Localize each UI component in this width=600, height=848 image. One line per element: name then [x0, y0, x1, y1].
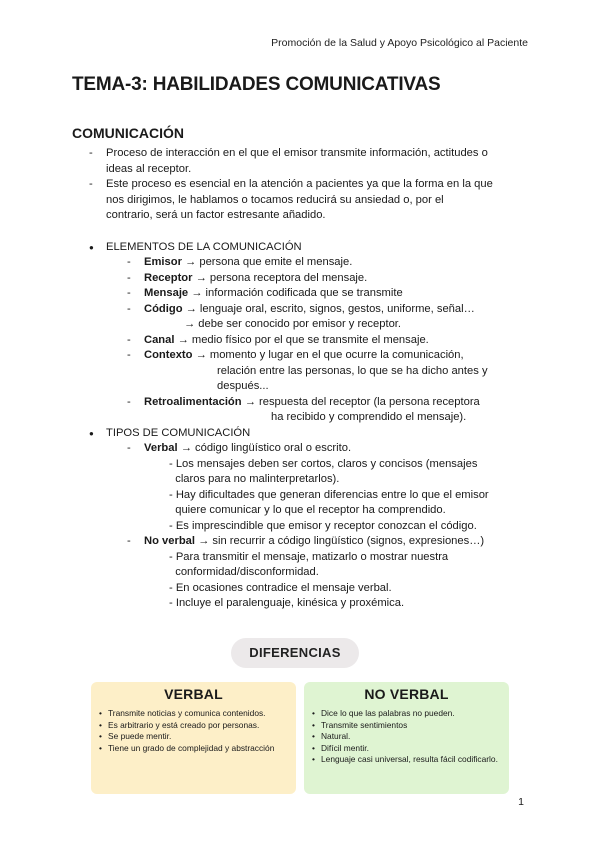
types-heading: ● TIPOS DE COMUNICACIÓN [89, 426, 251, 439]
element-retroalimentacion: - Retroalimentación → respuesta del receptor (la persona receptora [127, 395, 480, 408]
document-body [72, 146, 532, 612]
verbal-point: - Los mensajes deben ser cortos, claros y concisos (mensajes claros para no malinterpretarlos). [169, 457, 478, 485]
list-item: • Tiene un grado de complejidad y abstracción [99, 742, 275, 753]
list-item: • Se puede mentir. [99, 731, 172, 742]
element-receptor: - Receptor → persona receptora del mensaje. [127, 271, 368, 284]
element-codigo: - Código → lenguaje oral, escrito, signos, gestos, uniforme, señal… [127, 302, 475, 315]
element-contexto-cont: relación entre las personas, lo que se ha dicho antes y después... [217, 364, 488, 392]
noverbal-box [304, 682, 509, 794]
element-retro-cont: ha recibido y comprendido el mensaje). [271, 411, 467, 423]
noverbal-list [304, 708, 509, 766]
list-item: • Dice lo que las palabras no pueden. [312, 708, 455, 718]
verbal-point: - Es imprescindible que emisor y receptor conozcan el código. [169, 519, 477, 532]
intro-item: - Proceso de interacción en el que el emisor transmite información, actitudes o ideas al receptor. [89, 147, 488, 175]
verbal-point: - Hay dificultades que generan diferencias entre lo que el emisor quiere comunicar y lo que el receptor ha comprendido. [169, 488, 489, 516]
list-item: • Difícil mentir. [312, 742, 369, 753]
type-noverbal: - No verbal → sin recurrir a código lingüístico (signos, expresiones…) [127, 535, 485, 547]
section-heading: COMUNICACIÓN [72, 125, 184, 141]
verbal-list [91, 708, 296, 754]
element-contexto: - Contexto → momento y lugar en el que ocurre la comunicación, [127, 349, 464, 361]
noverbal-point: - En ocasiones contradice el mensaje verbal. [169, 581, 392, 594]
page-number: 1 [518, 796, 524, 808]
noverbal-box-title: NO VERBAL [364, 686, 449, 702]
element-emisor: - Emisor → persona que emite el mensaje. [127, 256, 353, 268]
list-item: • Es arbitrario y está creado por personas. [99, 719, 260, 730]
page-title: TEMA-3: HABILIDADES COMUNICATIVAS [72, 74, 441, 95]
list-item: • Transmite noticias y comunica contenidos. [99, 708, 266, 718]
elements-heading: ● ELEMENTOS DE LA COMUNICACIÓN [89, 240, 302, 253]
intro-item: - Este proceso es esencial en la atención a pacientes ya que la forma en la que nos dirigimos, le hablamos o tocamos reducirá su ansiedad o, por el contrario, será un factor estresante añadido. [89, 178, 493, 221]
list-item: • Natural. [312, 731, 351, 742]
list-item: • Transmite sentimientos [312, 719, 408, 730]
noverbal-point: - Incluye el paralenguaje, kinésica y proxémica. [169, 597, 405, 609]
element-canal: - Canal → medio físico por el que se transmite el mensaje. [127, 333, 429, 346]
element-mensaje: - Mensaje → información codificada que se transmite [127, 287, 403, 299]
type-verbal: - Verbal → código lingüístico oral o escrito. [127, 442, 352, 454]
verbal-box [91, 682, 296, 794]
verbal-box-title: VERBAL [164, 686, 223, 702]
noverbal-point: - Para transmitir el mensaje, matizarlo o mostrar nuestra conformidad/disconformidad. [169, 550, 449, 578]
element-codigo-cont: → debe ser conocido por emisor y receptor. [184, 318, 402, 330]
running-header: Promoción de la Salud y Apoyo Psicológico al Paciente [271, 37, 528, 49]
list-item: • Lenguaje casi universal, resulta fácil codificarlo. [312, 754, 498, 765]
differences-title: DIFERENCIAS [231, 638, 359, 668]
